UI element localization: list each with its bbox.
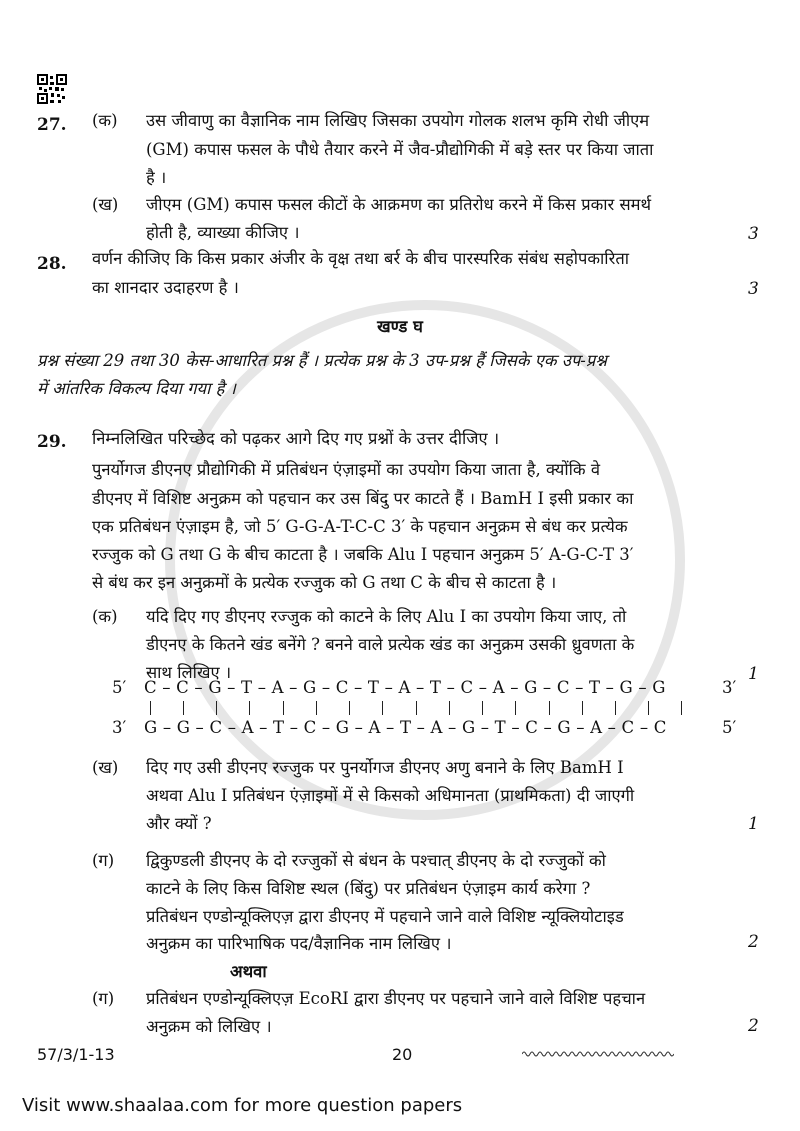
section-title: खण्ड घ — [377, 317, 423, 336]
question-number-29: 29. — [37, 432, 67, 452]
strand-bottom-3prime: 3′ — [112, 718, 127, 737]
q29-a-marks: 1 — [748, 664, 759, 684]
q29-b-marks: 1 — [748, 814, 759, 834]
q29-para-line3: एक प्रतिबंधन एंज़ाइम है, जो 5′ G-G-A-T-C-C 3′ के पहचान अनुक्रम से बंध कर प्रत्येक — [92, 517, 628, 536]
page-number: 20 — [392, 1045, 413, 1064]
q29-c2-line1: प्रतिबंधन एण्डोन्यूक्लिएज़ EcoRI द्वारा डीएनए पर पहचाने जाने वाले विशिष्ट पहचान — [146, 989, 646, 1008]
q29-c2-marks: 2 — [748, 1016, 759, 1036]
q27-a-line1: उस जीवाणु का वैज्ञानिक नाम लिखिए जिसका उपयोग गोलक शलभ कृमि रोधी जीएम — [146, 111, 650, 130]
q27-a-label: (क) — [92, 111, 118, 130]
q27-a-line3: है । — [146, 168, 167, 187]
q27-marks: 3 — [748, 224, 759, 244]
qr-code-icon — [37, 74, 67, 104]
visit-link[interactable]: Visit www.shaalaa.com for more question papers — [22, 1095, 463, 1116]
q29-b-label: (ख) — [92, 758, 119, 777]
q28-line1: वर्णन कीजिए कि किस प्रकार अंजीर के वृक्ष तथा बर्र के बीच पारस्परिक संबंध सहोपकारिता — [92, 249, 629, 268]
q29-a-line1: यदि दिए गए डीएनए रज्जुक को काटने के लिए Alu I का उपयोग किया जाए, तो — [146, 607, 627, 626]
q27-b-line2: होती है, व्याख्या कीजिए । — [146, 223, 300, 242]
strand-top-sequence: C – C – G – T – A – G – C – T – A – T – C – A – G – C – T – G – G — [144, 678, 666, 697]
question-number-27: 27. — [37, 115, 67, 135]
question-number-28: 28. — [37, 254, 67, 274]
q29-para-line4: रज्जुक को G तथा G के बीच काटता है । जबकि Alu I पहचान अनुक्रम 5′ A-G-C-T 3′ — [92, 545, 634, 564]
q29-para-line5: से बंध कर इन अनुक्रमों के प्रत्येक रज्जुक को G तथा C के बीच से काटता है । — [92, 573, 557, 592]
q29-c-line1: द्विकुण्डली डीएनए के दो रज्जुकों से बंधन के पश्चात् डीएनए के दो रज्जुकों को — [146, 851, 606, 870]
strand-bottom-sequence: G – G – C – A – T – C – G – A – T – A – G – T – C – G – A – C – C — [144, 718, 667, 737]
q28-line2: का शानदार उदाहरण है । — [92, 278, 239, 297]
q29-c-line2: काटने के लिए किस विशिष्ट स्थल (बिंदु) पर प्रतिबंधन एंज़ाइम कार्य करेगा ? — [146, 879, 591, 898]
q27-b-line1: जीएम (GM) कपास फसल कीटों के आक्रमण का प्रतिरोध करने में किस प्रकार समर्थ — [146, 195, 652, 214]
q27-b-label: (ख) — [92, 195, 119, 214]
q29-c-line3: प्रतिबंधन एण्डोन्यूक्लिएज़ द्वारा डीएनए में पहचाने जाने वाले विशिष्ट न्यूक्लियोटाइड — [146, 907, 624, 926]
q27-a-line2: (GM) कपास फसल के पौधे तैयार करने में जैव-प्रौद्योगिकी में बड़े स्तर पर किया जाता — [146, 140, 654, 159]
section-note-line2: में आंतरिक विकल्प दिया गया है । — [37, 379, 236, 398]
q29-a-line3: साथ लिखिए । — [146, 663, 232, 682]
or-label: अथवा — [230, 962, 267, 981]
q28-marks: 3 — [748, 279, 759, 299]
q29-a-label: (क) — [92, 607, 118, 626]
strand-bottom-5prime: 5′ — [722, 718, 737, 737]
strand-top-3prime: 3′ — [722, 678, 737, 697]
q29-intro: निम्नलिखित परिच्छेद को पढ़कर आगे दिए गए प्रश्नों के उत्तर दीजिए । — [92, 429, 500, 448]
section-note-line1: प्रश्न संख्या 29 तथा 30 केस-आधारित प्रश्न हैं । प्रत्येक प्रश्न के 3 उप-प्रश्न हैं जिसके एक उप-प्रश्न — [37, 351, 607, 370]
q29-b-line3: और क्यों ? — [146, 814, 212, 833]
q29-c-line4: अनुक्रम का पारिभाषिक पद/वैज्ञानिक नाम लिखिए । — [146, 934, 452, 953]
wavy-line-decoration — [522, 1049, 674, 1059]
q29-b-line2: अथवा Alu I प्रतिबंधन एंज़ाइमों में से किसको अधिमानता (प्राथमिकता) दी जाएगी — [146, 786, 635, 805]
q29-c-label: (ग) — [92, 851, 115, 870]
q29-a-line2: डीएनए के कितने खंड बनेंगे ? बनने वाले प्रत्येक खंड का अनुक्रम उसकी ध्रुवणता के — [146, 635, 635, 654]
q29-c-marks: 2 — [748, 932, 759, 952]
paper-code: 57/3/1-13 — [37, 1045, 115, 1064]
q29-c2-label: (ग) — [92, 989, 115, 1008]
q29-para-line1: पुनर्योगज डीएनए प्रौद्योगिकी में प्रतिबंधन एंज़ाइमों का उपयोग किया जाता है, क्योंकि वे — [92, 460, 601, 479]
q29-c2-line2: अनुक्रम को लिखिए । — [146, 1017, 272, 1036]
q29-para-line2: डीएनए में विशिष्ट अनुक्रम को पहचान कर उस बिंदु पर काटते हैं । BamH I इसी प्रकार का — [92, 489, 634, 508]
strand-top-5prime: 5′ — [112, 678, 127, 697]
q29-b-line1: दिए गए उसी डीएनए रज्जुक पर पुनर्योगज डीएनए अणु बनाने के लिए BamH I — [146, 758, 624, 777]
